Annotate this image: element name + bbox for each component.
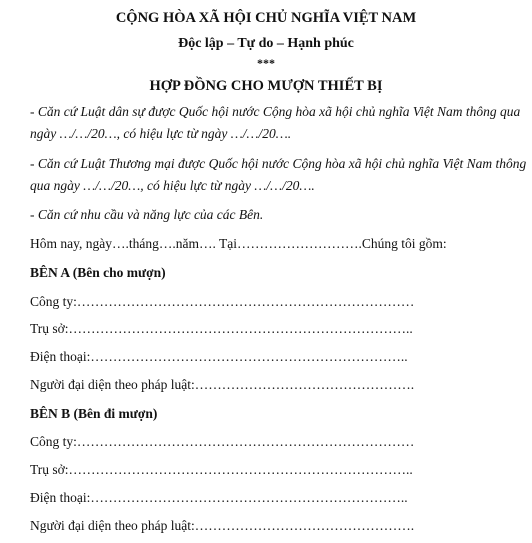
legal-basis-needs: - Căn cứ nhu cầu và năng lực của các Bên. [30, 207, 264, 222]
legal-basis-commercial-line-1: - Căn cứ Luật Thương mại được Quốc hội nước Cộng hòa xã hội chủ nghĩa Việt Nam thông [30, 156, 527, 171]
party-b-phone-field: Điện thoại:…………………………………………………………….. [30, 490, 408, 505]
intro-statement: Hôm nay, ngày….tháng….năm…. Tại……………………….Chúng tôi gồm: [30, 236, 447, 251]
party-a-representative-field: Người đại diện theo pháp luật:…………………………………………. [30, 377, 415, 392]
separator-stars: *** [257, 56, 275, 70]
legal-basis-civil-line-1: - Căn cứ Luật dân sự được Quốc hội nước Cộng hòa xã hội chủ nghĩa Việt Nam thông qua [30, 104, 521, 119]
party-a-company-field: Công ty:………………………………………………………………… [30, 294, 415, 309]
contract-title: HỢP ĐỒNG CHO MƯỢN THIẾT BỊ [149, 78, 383, 94]
party-a-address-field: Trụ sở:………………………………………………………………….. [30, 321, 413, 336]
party-b-address-field: Trụ sở:………………………………………………………………….. [30, 462, 413, 477]
party-b-heading: BÊN B (Bên đi mượn) [30, 406, 158, 421]
legal-basis-civil-line-2: ngày …/…/20…, có hiệu lực từ ngày …/…/20…. [30, 126, 292, 141]
party-b-company-field: Công ty:………………………………………………………………… [30, 434, 415, 449]
national-motto: Độc lập – Tự do – Hạnh phúc [178, 36, 354, 51]
legal-basis-commercial-line-2: qua ngày …/…/20…, có hiệu lực từ ngày …/…/20…. [30, 178, 315, 193]
party-a-heading: BÊN A (Bên cho mượn) [30, 265, 166, 280]
party-b-representative-field: Người đại diện theo pháp luật:…………………………………………. [30, 518, 415, 533]
country-name-heading: CỘNG HÒA XÃ HỘI CHỦ NGHĨA VIỆT NAM [115, 10, 417, 26]
party-a-phone-field: Điện thoại:…………………………………………………………….. [30, 349, 408, 364]
